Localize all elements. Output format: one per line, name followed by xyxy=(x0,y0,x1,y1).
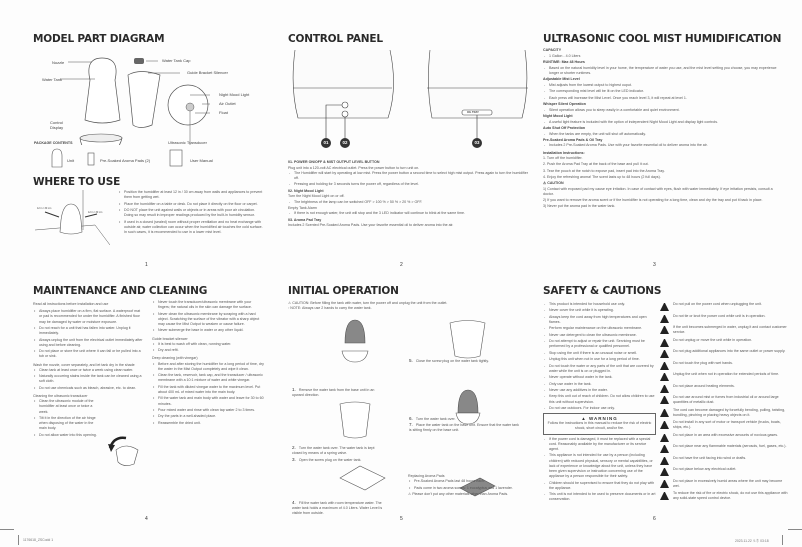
list-item: - Based on the natural humidity level in your home, the temperature of water you use, and the mist level setting you choose, you may experience longer or shorter runtimes. xyxy=(543,66,783,76)
paragraph: Includes 2 Scented Pre-Soaked Aroma Pads. Use your favorite essential oil to deliver aroma into the air. xyxy=(288,223,454,228)
section-heading: CAPACITY xyxy=(543,48,562,52)
part-label: Water Tank xyxy=(42,77,63,82)
warning-item xyxy=(660,372,788,381)
list xyxy=(33,368,143,391)
warning-icon xyxy=(660,350,669,358)
step-text: Open the screw plug on the water tank. xyxy=(298,458,362,462)
step-number: 6. xyxy=(409,416,413,421)
list-item: • Dry the parts in a well-shaded place. xyxy=(152,414,264,419)
list-item: • Pour mixed water and rinse with clean tap water 2 to 3 times. xyxy=(152,408,264,413)
distance-label: 12 in / 30 cm xyxy=(37,207,52,210)
section-heading: Cleaning the ultrasonic transducer xyxy=(33,393,88,398)
section-heading: 02. Night Mood Light xyxy=(288,188,324,193)
caution-item: 1) Contact with exposed pad my cause eye irritation. In case of contact with eyes, flush with water immediately. If eye irritation persists, consult a doctor. xyxy=(543,186,773,196)
package-contents-heading: PACKAGE CONTENTS xyxy=(34,141,73,145)
distance-label: 12 in / 30 cm xyxy=(88,211,103,214)
aroma-warning-text: Please don't put any other materials other than Aroma Pads. xyxy=(412,491,509,496)
warning-text: Do not place near any flammable materials (aerosols, fuel, gases, etc.). xyxy=(673,444,787,448)
section-heading: RUNTIME: Max 48 Hours xyxy=(543,59,585,64)
warning-text: Do not pull on the power cord when unplugging the unit. xyxy=(673,302,762,306)
page-title: MODEL PART DIAGRAM xyxy=(33,33,165,45)
section-heading: Wash the nozzle, cover separately, and let tank dry in the shade xyxy=(33,362,135,367)
safety-list-2 xyxy=(543,437,656,503)
callout-badge: 03 xyxy=(472,138,482,148)
page-number: 3 xyxy=(653,262,656,268)
warning-text: Do not install in any sort of motor or transport vehicle (trucks, boats, ships, etc.). xyxy=(673,420,781,429)
warning-item xyxy=(660,408,788,418)
caution-title: CAUTION xyxy=(547,181,564,186)
list-item: - Perform regular maintenance on the ultrasonic membrane. xyxy=(543,326,656,331)
warning-icon xyxy=(660,468,669,476)
warning-text: Unplug the unit when not in operation for extended periods of time. xyxy=(673,372,780,376)
part-label: Guide Bracket Silencer xyxy=(187,70,228,75)
section-heading: Auto Shut Off Protection xyxy=(543,125,586,130)
install-step: 4. Enjoy the refreshing aroma! The scent lasts up to 48 hours (2 full days). xyxy=(543,174,661,179)
crop-mark xyxy=(782,535,783,545)
caution-message: CAUTION: Before filling the tank with water, turn the power off and unplug the unit from the outlet. xyxy=(292,301,448,305)
list-item: - The corresponding mist level will be lit on the LED indicator. xyxy=(543,89,783,94)
list-item: - Only use water in the tank. xyxy=(543,382,656,387)
list xyxy=(152,362,264,426)
list-item: - When the tanks are empty, the unit will shut off automatically. xyxy=(543,132,783,137)
step-1 xyxy=(292,387,382,398)
list xyxy=(152,342,264,354)
list-item: • Tilt it in the direction of the air hinge when disposing of the water in the main body. xyxy=(33,416,101,432)
crop-mark xyxy=(788,529,802,530)
warning-icon xyxy=(660,303,669,311)
list-item: • Naturally occurring stains inside the tank can be cleaned using a soft cloth. xyxy=(33,374,143,384)
page-title: INITIAL OPERATION xyxy=(288,285,399,297)
warning-title: ▲ WARNING xyxy=(581,416,618,422)
list-item: - Keep this unit out of reach of children. Do not allow children to use this unit without supervision. xyxy=(543,394,656,404)
list-item: • It is best to wash off with clean, running water. xyxy=(152,342,264,347)
section-heading: Whisper Silent Operation xyxy=(543,101,586,106)
list-item: • Pre-Soaked Aroma Pads last 48 hours each. xyxy=(408,479,518,484)
install-step: 3. Tear the pouch at the notch to expose pad, insert pad into the Aroma Tray. xyxy=(543,168,665,173)
warning-item xyxy=(660,338,788,347)
footer-file-label: 1176618_ZSCodd 1 xyxy=(23,538,54,542)
install-step: 1. Turn off the humidifier. xyxy=(543,156,583,161)
part-label: Air Outlet xyxy=(219,101,236,106)
warning-title-text: WARNING xyxy=(588,416,618,422)
warning-text: The cord can become damaged by forcefully bending, pulling, twisting, bundling, pinching or placing heavy objects on it. xyxy=(673,407,786,417)
step-text: Place the water tank on the base unit. Ensure that the water tank is sitting firmly on the base unit. xyxy=(409,423,519,432)
warning-icon xyxy=(660,409,669,417)
list-item: • Reassemble the dried unit. xyxy=(152,421,264,426)
warning-item xyxy=(660,444,788,453)
warning-item xyxy=(660,479,788,489)
warning-text: To reduce the risk of fire or electric shock, do not use this appliance with any solid-state speed control device. xyxy=(673,491,788,500)
page-number: 4 xyxy=(145,516,148,522)
list-item: • Clean tank at least once or twice a week using clean water. xyxy=(33,368,143,373)
step-number: 2. xyxy=(292,445,296,450)
section-heading: Adjustable Mist Level xyxy=(543,77,580,82)
warning-item xyxy=(660,420,788,430)
list-item: • Before and after storing the humidifier for a long period of time, dry the water in the Mist Output completely and wipe it clean. xyxy=(152,362,264,372)
list-item: - Do not use outdoors. For indoor use only. xyxy=(543,406,656,411)
warning-icon xyxy=(660,315,669,323)
part-diagram-illustration xyxy=(30,50,260,145)
warning-text: Do not unplug or move the unit while in operation. xyxy=(673,337,753,342)
warning-icon xyxy=(660,445,669,453)
caution-item: 2) If you want to remove the aroma scent or if the humidifier is not operating for a long time, clean and dry the tray and put it back in place. xyxy=(543,198,763,203)
step-2 xyxy=(292,445,382,456)
list-item: • Do not place or store the unit where it can fall or be pulled into a tub or sink. xyxy=(33,349,143,359)
part-label: Night Mood Light xyxy=(219,92,250,97)
list xyxy=(33,309,143,359)
page-title: CONTROL PANEL xyxy=(288,33,383,45)
list-item: - Each press will increase the Mist Level. Once you reach level 3, it will repeat at level 1. xyxy=(543,96,783,101)
list-item: - Never use detergent to clean the ultrasonic membrane. xyxy=(543,333,656,338)
part-label: Water Tank Cap xyxy=(162,58,191,63)
warning-box xyxy=(543,413,656,434)
step-text: Close the screw plug on the water tank tightly. xyxy=(415,359,489,363)
page-title: SAFETY & CAUTIONS xyxy=(543,285,662,297)
section-heading: Guide bracket silencer xyxy=(152,336,188,341)
step-text: Turn the water tank over. xyxy=(415,417,456,421)
warning-text: Do not use around mist or fumes from industrial oil or around large quantities of metallic dust. xyxy=(673,395,779,404)
list-item: • Do not allow water into this opening. xyxy=(33,433,101,438)
list-item: - Children should be supervised to ensure that they do not play with the appliance. xyxy=(543,481,656,491)
paragraph: Turn the Night Mood Light on or off. xyxy=(288,194,345,199)
warning-icon xyxy=(660,480,669,488)
list xyxy=(152,300,264,334)
list xyxy=(288,200,533,205)
list-item: • Fill the tank with diluted vinegar water to the maximum level. Put about 400 mL of mixed water into the main body. xyxy=(152,385,264,395)
list-item: - Do not touch the water or any parts of the unit that are covered by water while the unit is on or plugged in. xyxy=(543,364,656,374)
warning-icon xyxy=(660,373,669,381)
warning-item xyxy=(660,325,788,335)
list-item: • Always place humidifier on a firm, flat surface. A waterproof mat or pad is recommended for under the humidifier. A finished floor may be damaged by water or moisture exposure. xyxy=(33,309,143,325)
warning-text: Do not place in excessively humid areas where the unit may become wet. xyxy=(673,478,783,488)
list xyxy=(288,211,533,216)
warning-item xyxy=(660,314,788,323)
list-item: - Includes 2 Pre-Soaked Aroma Pads. Use with your favorite essential oil to deliver aroma into the air. xyxy=(543,143,783,148)
list-item: • Always unplug the unit from the electrical outlet immediately after using and before cleaning. xyxy=(33,338,143,348)
list xyxy=(33,399,101,438)
warning-text: Do not touch the plug with wet hands. xyxy=(673,360,733,365)
package-item: Unit xyxy=(67,158,75,163)
transducer-tilt-illustration xyxy=(106,432,142,472)
list-item: - If the power cord is damaged, it must be replaced with a special cord. Reasonably available by the manufacturer or its service agent. xyxy=(543,437,656,453)
step-7 xyxy=(409,422,519,433)
step-number: 7. xyxy=(409,422,413,427)
step-3 xyxy=(292,457,382,463)
page-title: ULTRASONIC COOL MIST HUMIDIFICATION xyxy=(543,33,782,45)
list-item: • Dry and refit. xyxy=(152,348,264,353)
part-label: Nozzle xyxy=(52,60,65,65)
placement-illustration xyxy=(35,190,110,255)
step-4 xyxy=(292,500,387,516)
list-item: - Always keep the cord away from high temperatures and open flames. xyxy=(543,315,656,325)
part-label: Control Display xyxy=(50,120,64,130)
list-item: • Never submerge the base in water or any other liquid. xyxy=(152,328,264,333)
warning-icon xyxy=(660,421,669,429)
step-number: 3. xyxy=(292,457,296,462)
package-item: Pre-Soaked Aroma Pads (2) xyxy=(100,158,151,163)
list-item: - Never cover the unit while it is operating. xyxy=(543,308,656,313)
note-text: ◦ NOTE: Always use 2 hands to carry the water tank. xyxy=(288,306,372,311)
list-item: - 1 Gallon - 4.0 Liters xyxy=(543,54,783,59)
list-item: • Do not use chemicals such as bleach, abrasive, etc. to clean. xyxy=(33,386,143,391)
caution-heading: ⚠ CAUTION xyxy=(543,181,564,186)
step-text: Remove the water tank from the base unit in an upward direction. xyxy=(292,388,375,397)
page-title: MAINTENANCE AND CLEANING xyxy=(33,285,208,297)
callout-badge: 01 xyxy=(321,138,331,148)
crop-mark xyxy=(0,529,14,530)
footer-timestamp: 2023.11.22 오후 03:18 xyxy=(735,539,769,543)
list xyxy=(408,479,518,491)
warning-item xyxy=(660,433,788,442)
warning-icon xyxy=(660,396,669,404)
list xyxy=(288,171,533,188)
page-number: 6 xyxy=(653,516,656,522)
list-item: - If there is not enough water, the unit will stop and the 3 LED indicator will continue to blink at the same time. xyxy=(288,211,533,216)
warning-item xyxy=(660,384,788,393)
list-item: • If used in a closed (sealed) room without proper ventilation and no heat exchange with outside air, water collection can occur when the humidified air touches the cold surface. In such cases, it is recommended to use in a lower mist level. xyxy=(118,220,263,236)
aroma-warning: ⚠ Please don't put any other materials other than Aroma Pads. xyxy=(408,491,509,496)
warning-text: Do not place in an area with excessive amounts of noxious gases. xyxy=(673,432,779,437)
features-list xyxy=(543,48,783,211)
step-number: 1. xyxy=(292,387,296,392)
section-heading: Deep cleaning (with vinegar) xyxy=(152,356,198,361)
warning-text: Do not plug additional appliances into the same outlet or power supply. xyxy=(673,349,786,353)
warning-text: Do not place around heating elements. xyxy=(673,383,735,388)
list-item: - This appliance is not intended for use by a person (including children) with reduced physical, sensory or mental capabilities, or lack of experience or knowledge about the unit, unless they have been given supervision or instruction concerning use of the appliance by a person responsible for their safety. xyxy=(543,453,656,479)
warning-item xyxy=(660,491,788,501)
note-message: NOTE: Always use 2 hands to carry the water tank. xyxy=(290,306,372,311)
list-item: - Pressing and holding for 3 seconds turns the power off, regardless of the level. xyxy=(288,182,533,187)
warning-icon xyxy=(660,339,669,347)
list-item: - Silent operation allows you to sleep easily in a comfortable and quiet environment. xyxy=(543,108,783,113)
list-item: • Do not reach for a unit that has fallen into water. Unplug it immediately. xyxy=(33,326,143,336)
list-item: - A useful light feature is included with the option of independent Night Mood Light and display light controls. xyxy=(543,120,783,125)
intro-text: Read all instructions before installation and use xyxy=(33,302,109,306)
step-5 xyxy=(409,358,519,364)
list-item: • Place the humidifier on a table or desk. Do not place it directly on the floor or carpet. xyxy=(118,202,263,207)
caution-text: ⚠ CAUTION: Before filling the tank with water, turn the power off and unplug the unit from the outlet. xyxy=(288,301,448,305)
list-item: - Never operate without water in the tank. xyxy=(543,375,656,380)
list-item: - Do not attempt to adjust or repair the unit. Servicing must be performed by a professional or qualified personnel. xyxy=(543,339,656,349)
install-step: 2. Push the Aroma Pad Tray at the back of the base and pull it out. xyxy=(543,162,649,167)
where-to-use-list xyxy=(118,190,263,236)
step-number: 5. xyxy=(409,358,413,363)
crop-mark xyxy=(18,535,19,545)
paragraph: Plug unit into a 120-volt AC electrical outlet. Press the power button to turn unit on. xyxy=(288,165,420,170)
control-panel-illustration xyxy=(290,48,535,148)
warning-icon xyxy=(660,434,669,442)
list-item: • Never clean the ultrasonic membrane by scraping with a hard object. Scratching the surface of the vibrator with a sharp object may cause the Mist Output to weaken or cause failure. xyxy=(152,312,264,328)
warning-icon xyxy=(660,492,669,500)
section-heading: 01. POWER ON/OFF & MIST OUTPUT LEVEL BUTTON xyxy=(288,160,380,164)
page-number: 1 xyxy=(145,262,148,268)
list-item: - Mist adjusts from the lowest output to highest ouput. xyxy=(543,83,783,88)
warning-text: Do not tie or knot the power cord while unit is in operation. xyxy=(673,313,766,318)
warning-item xyxy=(660,456,788,465)
warning-item xyxy=(660,361,788,370)
list-item: • Never touch the transducer/ultrasonic membrane with your fingers; the natural oils in the skin can damage the surface. xyxy=(152,300,264,310)
step-text: Fill the water tank with room temperature water. The water tank holds a maximum of 4.0 Liters. Water Level is visible from outside. xyxy=(292,501,383,515)
warning-icon xyxy=(660,457,669,465)
warning-text: Follow the instructions in this manual to reduce the risk of electric shock, short circuit, and/or fire. xyxy=(547,421,652,431)
list-item: • Clean the tank, reservoir, tank cap, and the transducer / ultrasonic membrane with a 10:1 mixture of water and white vinegar. xyxy=(152,373,264,383)
step-number: 4. xyxy=(292,500,296,505)
warning-icon xyxy=(660,385,669,393)
warning-item xyxy=(660,395,788,405)
warning-item xyxy=(660,467,788,476)
list-item: - Never use any additives in the water. xyxy=(543,388,656,393)
part-label: Ultrasonic Transducer xyxy=(168,140,207,145)
list-item: - Unplug this unit when not in use for a long period of time. xyxy=(543,357,656,362)
warning-icon-list xyxy=(660,302,788,504)
warning-item xyxy=(660,349,788,358)
caution-item: 3) Never put the aroma pad in the water tank. xyxy=(543,204,616,209)
alarm-heading: Empty Tank Alarm xyxy=(288,205,317,210)
list-item: - The Humidifier will start by operating at low mist. Press the power button a second time to select high mist output. Press again to turn the humidifier off. xyxy=(288,171,533,181)
page-number: 2 xyxy=(400,262,403,268)
warning-icon xyxy=(660,326,669,334)
oil-tray-label: OIL TRAY xyxy=(467,111,479,114)
list-item: • DO NOT place the unit against walls or objects or in areas with poor air circulation. Doing so may result in improper readings produced by the built-in humidity sensor. xyxy=(118,208,263,218)
section-heading: 03. Aroma Pad Tray xyxy=(288,217,322,222)
package-item: User Manual xyxy=(190,158,213,163)
list-item: • Position the humidifier at least 12 in / 30 cm away from walls and appliances to prevent them from getting wet. xyxy=(118,190,263,200)
warning-text: Do not place below any electrical outlet. xyxy=(673,467,737,471)
callout-badge: 02 xyxy=(340,138,350,148)
list-item: • Pads come in two aroma scents: 1 eucalyptus and 1 lavender. xyxy=(408,486,518,491)
list-item: • Fill the water tank and main body with water and leave for 30 to 60 minutes. xyxy=(152,396,264,406)
list-item: - This unit is not intended to be used to preserve documents or in art conservation. xyxy=(543,492,656,502)
list-item: - Stop using the unit if there is an unusual noise or smell. xyxy=(543,351,656,356)
list-item: - The brightness of the lamp can be switched OFF > 100 % > 50 % > 20 % > OFF. xyxy=(288,200,533,205)
initial-operation-illustrations xyxy=(290,318,530,498)
section-heading: Night Mood Light xyxy=(543,113,573,118)
part-label: Float xyxy=(219,110,228,115)
warning-text: If the unit becomes submerged in water, unplug it and contact customer service. xyxy=(673,325,787,334)
section-heading: Replacing Aroma Pads xyxy=(408,474,445,478)
warning-icon xyxy=(660,362,669,370)
safety-list xyxy=(543,302,656,411)
list-item: • Clean the ultrasonic module of the humidifier at least once or twice a week. xyxy=(33,399,101,415)
warning-text: Do not have the unit facing into wind or drafts. xyxy=(673,455,747,460)
section-title: WHERE TO USE xyxy=(33,176,121,188)
page-number: 5 xyxy=(400,516,403,522)
section-heading: Pre-Soaked Aroma Pads & Oil Tray xyxy=(543,137,603,142)
step-text: Turn the water tank over. The water tank is kept closed by means of a spring valve. xyxy=(292,446,375,455)
list-item: - This product is intended for household use only. xyxy=(543,302,656,307)
install-heading: Installation Instructions: xyxy=(543,150,585,155)
warning-item xyxy=(660,302,788,311)
